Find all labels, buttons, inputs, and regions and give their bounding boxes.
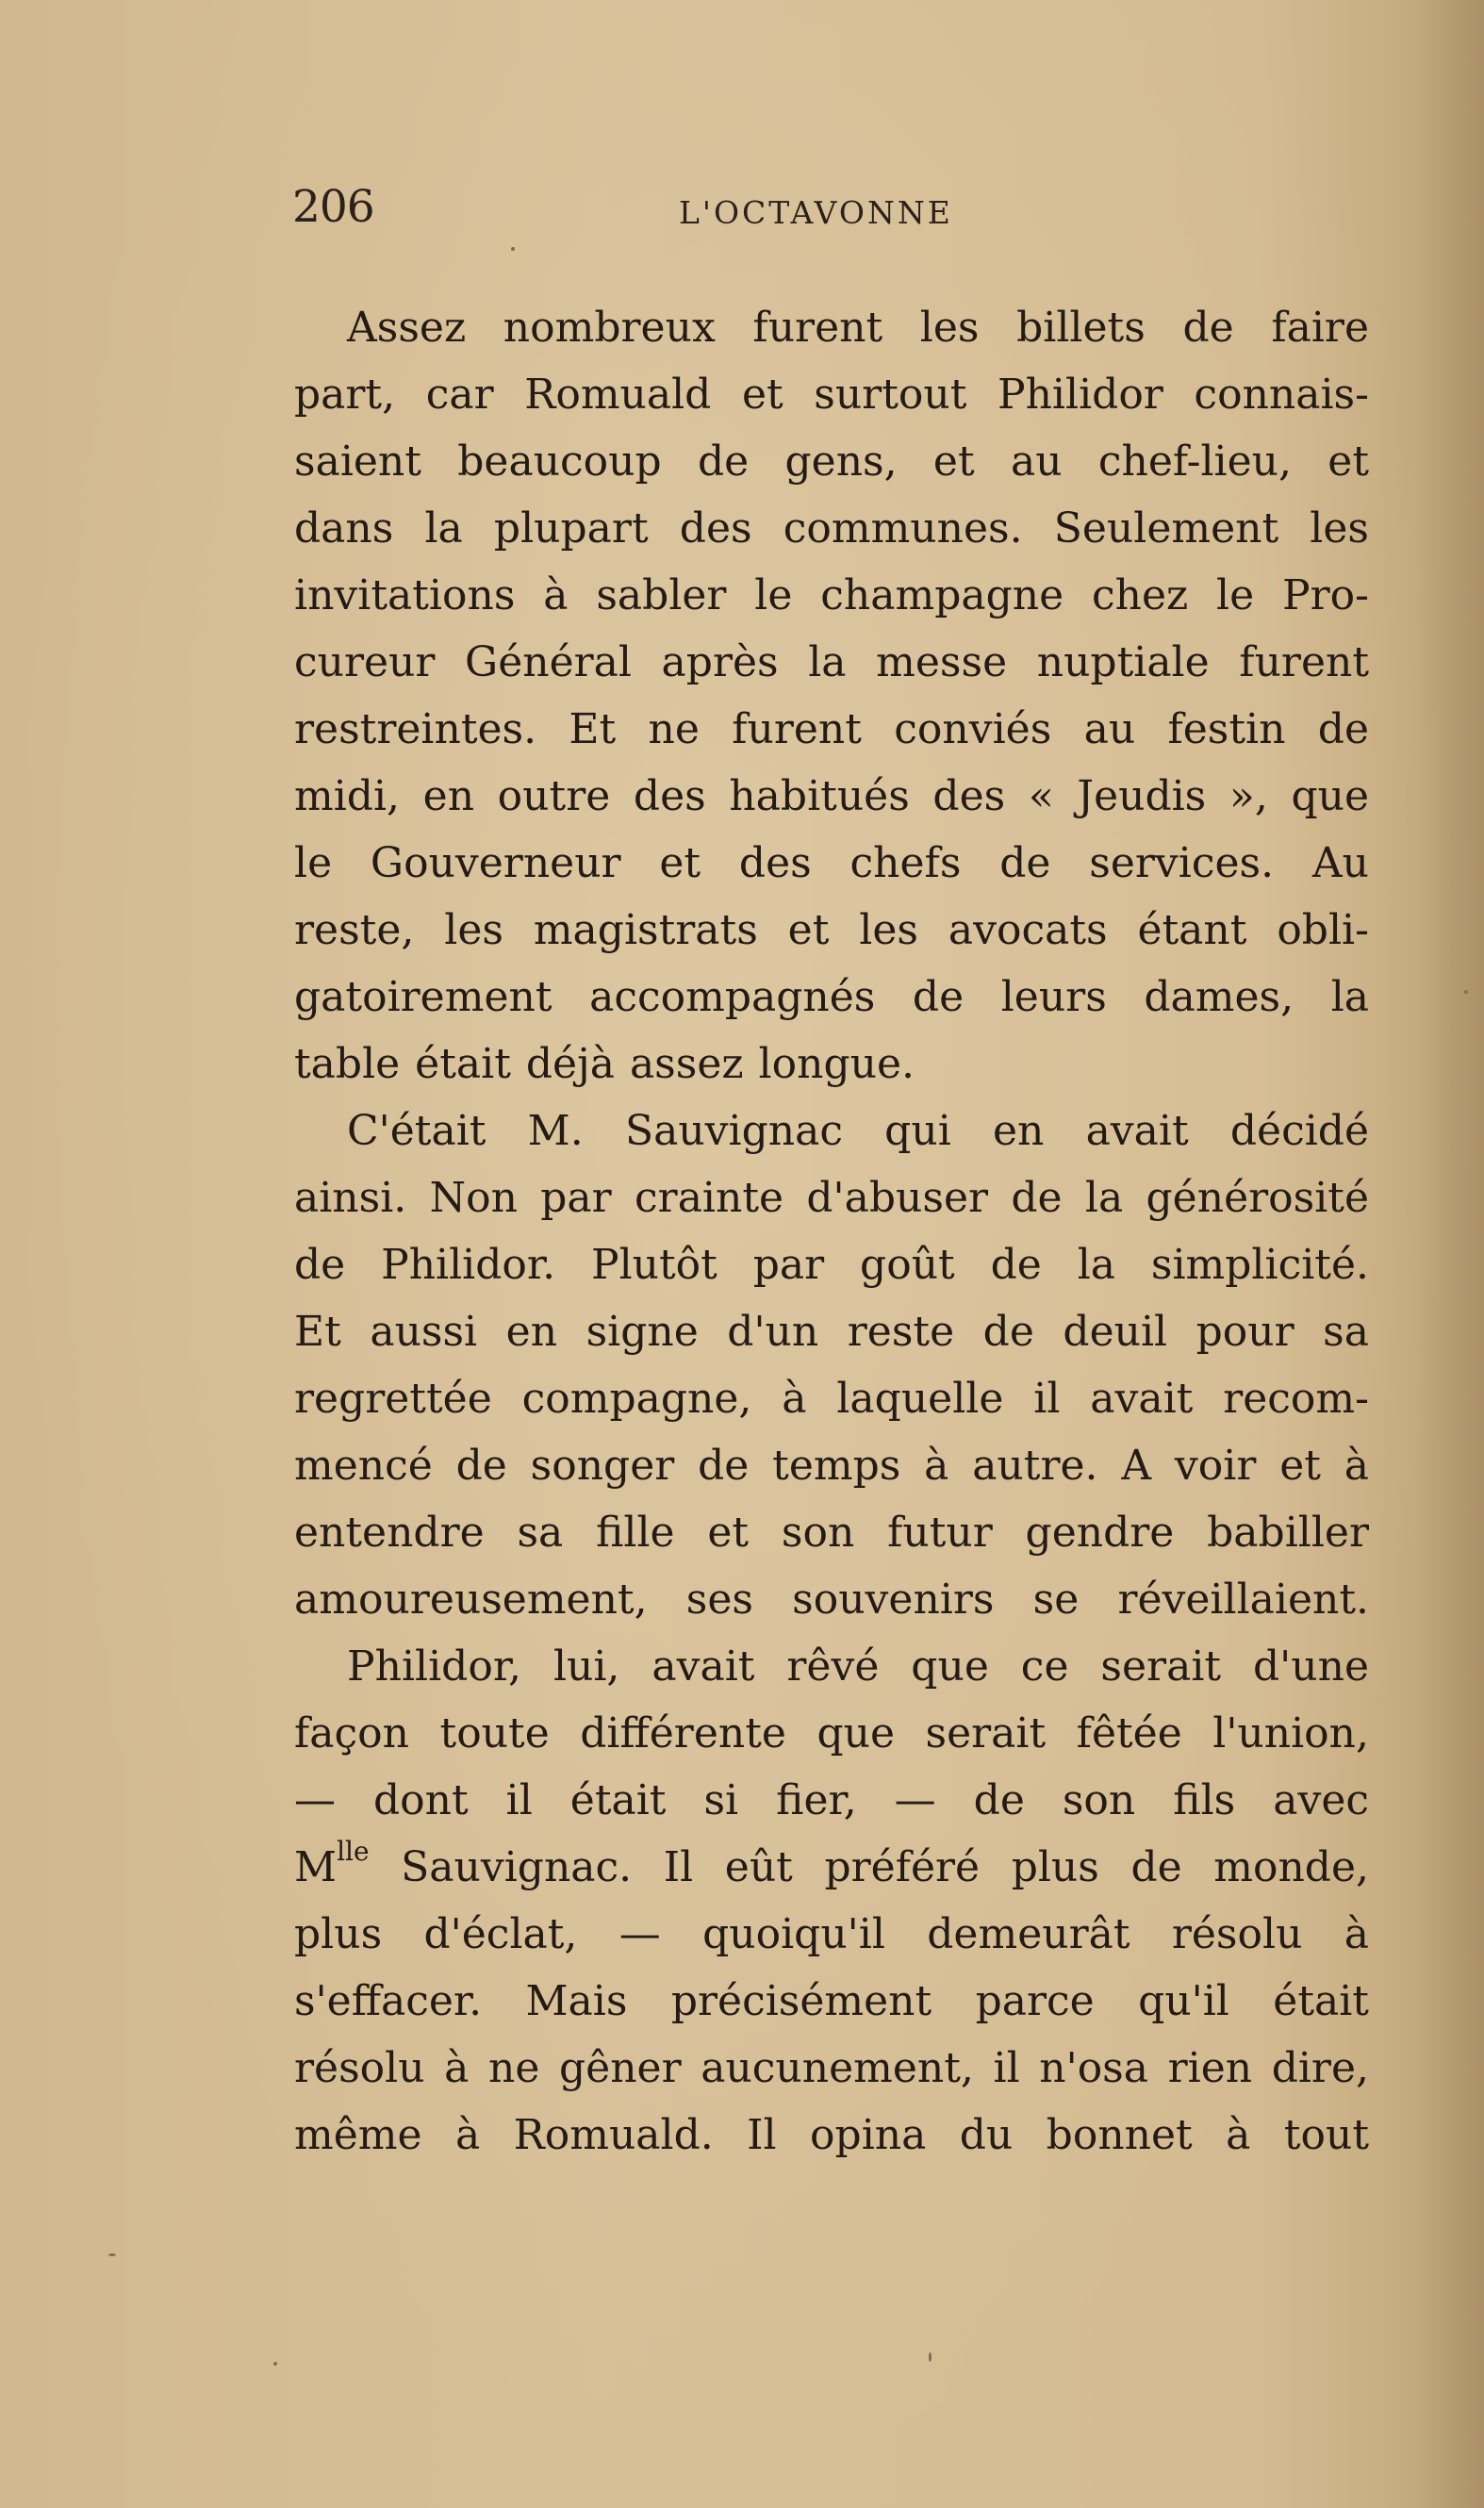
- text-line: de Philidor. Plutôt par goût de la simplicité.: [294, 1241, 1369, 1289]
- text-line-mademoiselle: [294, 1834, 1369, 1901]
- text-line-rest: Sauvignac. Il eût préféré plus de monde,: [401, 1843, 1369, 1891]
- text-line: midi, en outre des habitués des « Jeudis », que: [294, 772, 1369, 820]
- page-number: 206: [292, 181, 374, 233]
- paper-speck: [929, 2352, 932, 2362]
- text-line: Philidor, lui, avait rêvé que ce serait d'une: [347, 1642, 1369, 1691]
- text-line: plus d'éclat, — quoiqu'il demeurât résolu à: [294, 1910, 1369, 1958]
- paragraph-2: [294, 1097, 1369, 1633]
- text-line: entendre sa fille et son futur gendre babiller: [294, 1509, 1369, 1557]
- text-line: C'était M. Sauvignac qui en avait décidé: [347, 1107, 1369, 1155]
- abbreviation-base: M: [294, 1843, 338, 1891]
- paper-speck: [273, 2362, 277, 2366]
- text-line: restreintes. Et ne furent conviés au festin de: [294, 705, 1369, 753]
- text-line: — dont il était si fier, — de son fils avec: [294, 1776, 1369, 1824]
- text-line: reste, les magistrats et les avocats étant obli-: [294, 906, 1369, 954]
- abbreviation-superscript: lle: [337, 1836, 370, 1868]
- text-line: invitations à sabler le champagne chez le Pro-: [294, 571, 1369, 619]
- paragraph-3: [294, 1633, 1369, 2169]
- text-line: part, car Romuald et surtout Philidor connais-: [294, 371, 1369, 419]
- text-line: Et aussi en signe d'un reste de deuil pour sa: [294, 1308, 1369, 1356]
- text-line: ainsi. Non par crainte d'abuser de la générosité: [294, 1174, 1369, 1222]
- paper-speck: [1464, 990, 1468, 994]
- text-line: le Gouverneur et des chefs de services. Au: [294, 839, 1369, 887]
- paper-speck: [511, 247, 515, 251]
- page-header: [292, 181, 1375, 247]
- text-line: regrettée compagne, à laquelle il avait recom-: [294, 1375, 1369, 1423]
- text-line: même à Romuald. Il opina du bonnet à tout: [294, 2111, 1369, 2159]
- text-line: mencé de songer de temps à autre. A voir et à: [294, 1442, 1369, 1490]
- text-line: saient beaucoup de gens, et au chef-lieu, et: [294, 437, 1369, 486]
- paragraph-1: [294, 294, 1369, 1097]
- body-text: [294, 294, 1369, 2169]
- text-line: s'effacer. Mais précisément parce qu'il était: [294, 1977, 1369, 2025]
- text-line: cureur Général après la messe nuptiale furent: [294, 638, 1369, 686]
- text-line: dans la plupart des communes. Seulement les: [294, 504, 1369, 553]
- text-line: gatoirement accompagnés de leurs dames, la: [294, 973, 1369, 1021]
- text-line: Assez nombreux furent les billets de faire: [347, 304, 1369, 352]
- text-line: façon toute différente que serait fêtée l'union,: [294, 1709, 1369, 1757]
- text-line: résolu à ne gêner aucunement, il n'osa rien dire,: [294, 2044, 1369, 2092]
- text-line: amoureusement, ses souvenirs se réveillaient.: [294, 1576, 1369, 1624]
- text-line: table était déjà assez longue.: [294, 1040, 915, 1088]
- paper-speck: [108, 2253, 116, 2256]
- running-title: L'OCTAVONNE: [679, 194, 953, 231]
